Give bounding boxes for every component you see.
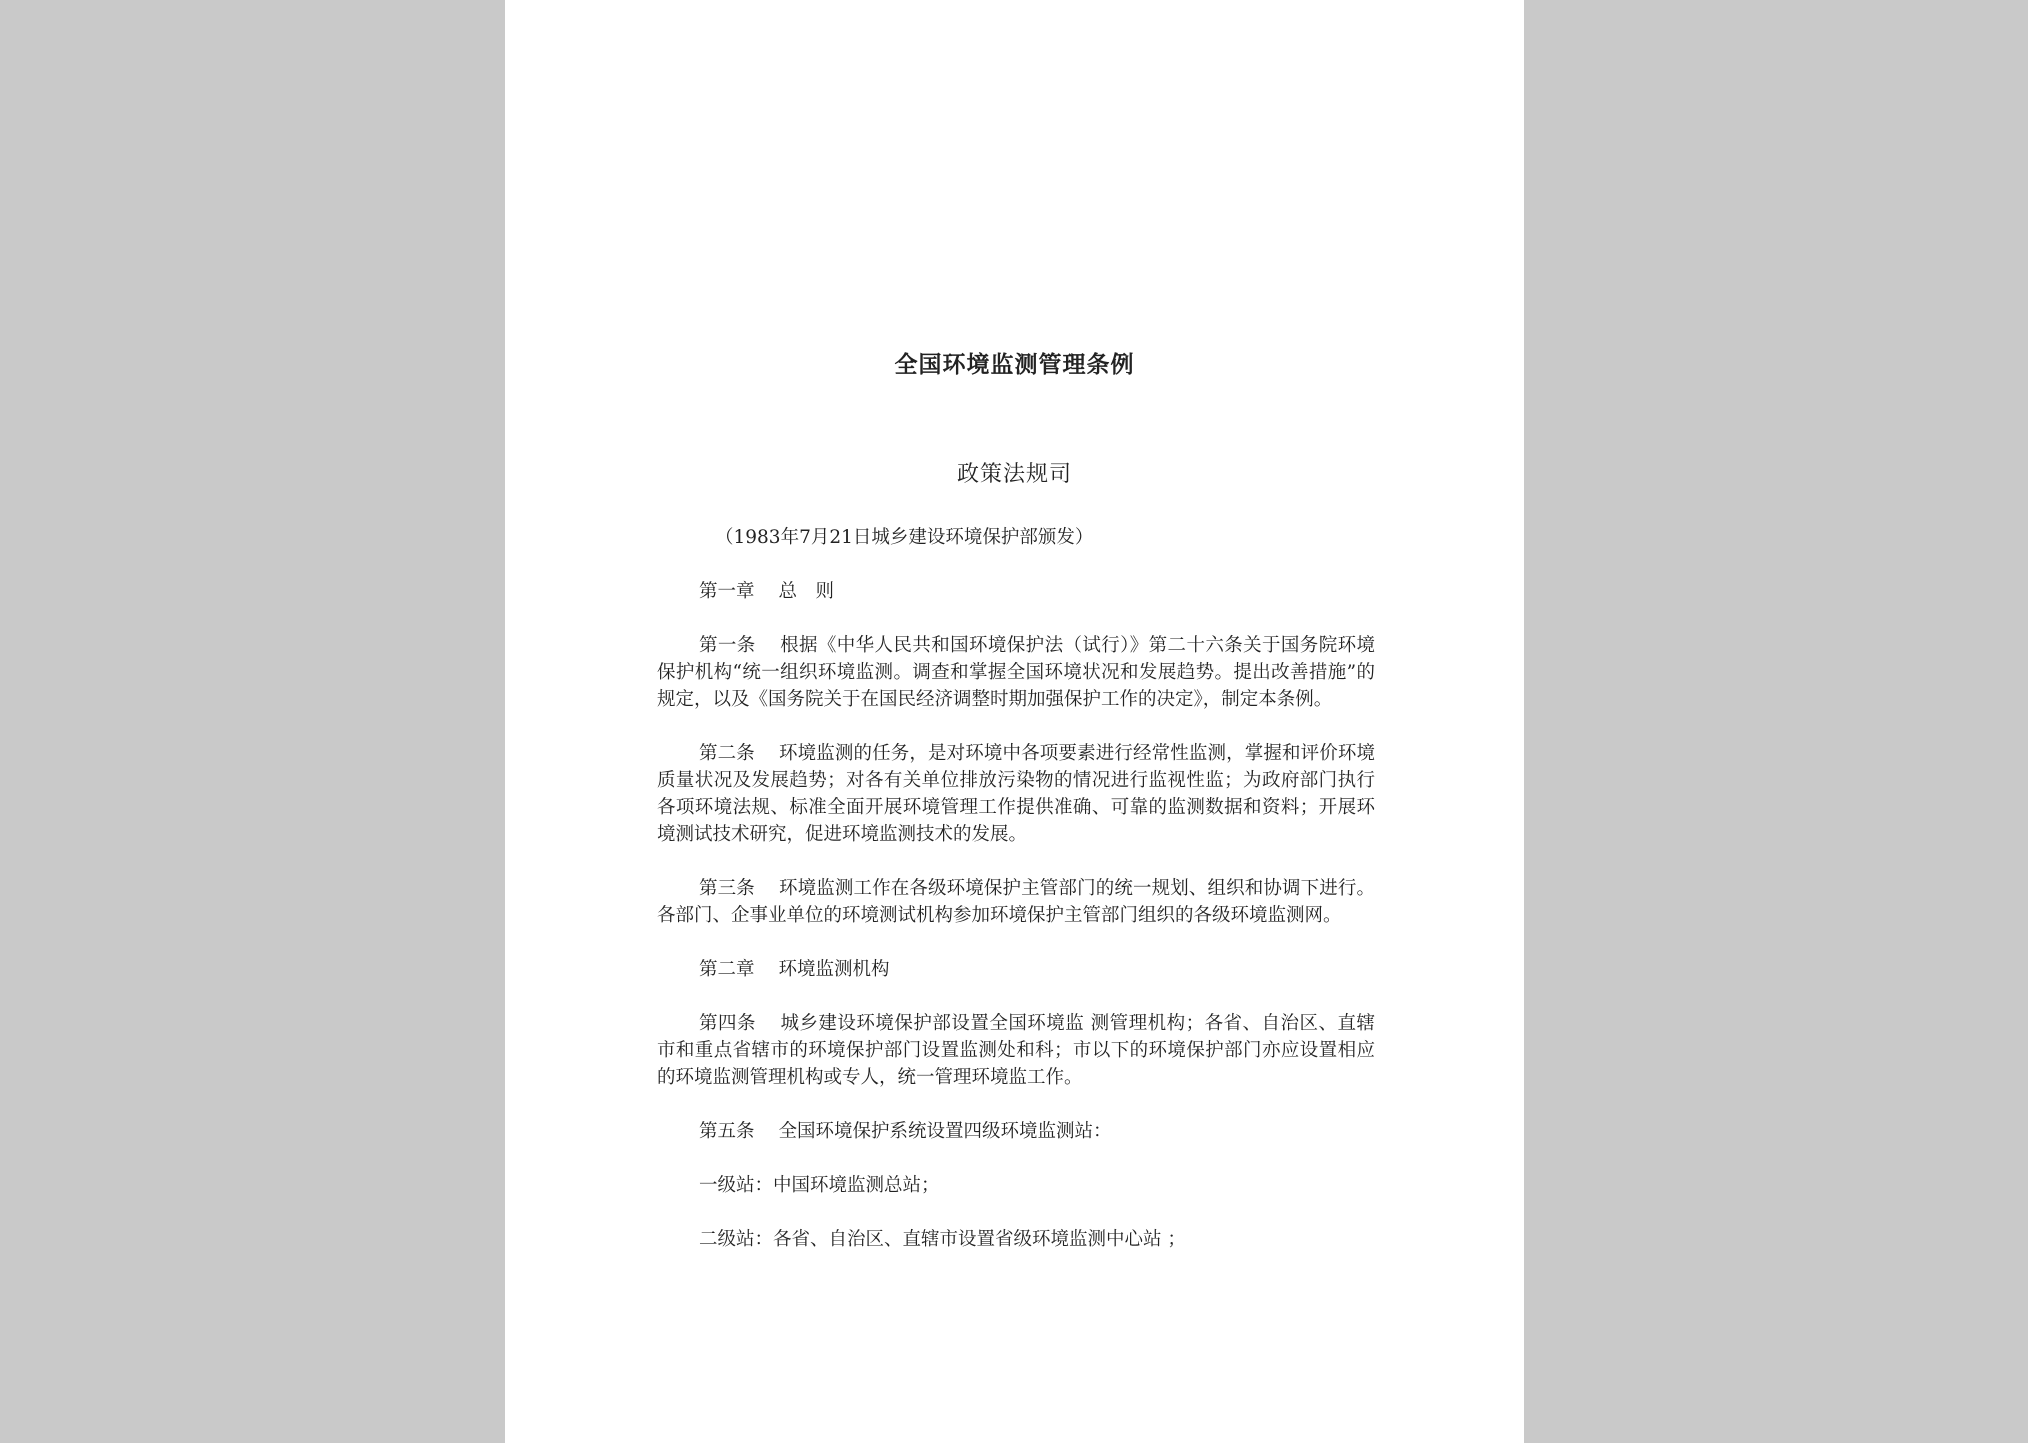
article-paragraph — [657, 875, 1375, 929]
document-body — [657, 524, 1375, 1280]
station-level-text: 各省、自治区、直辖市设置省级环境监测中心站 ； — [773, 1229, 1186, 1250]
station-level-item — [657, 1172, 1375, 1199]
chapter-number: 第一章 — [699, 581, 755, 602]
article-paragraph — [657, 740, 1375, 848]
article-text: 环境监测的任务，是对环境中各项要素进行经常性监测，掌握和评价环境质量状况及发展趋势；对各有关单位排放污染物的情况进行监视性监；为政府部门执行各项环境法规、标准全面开展环境管理工作提供准确、可靠的监测数据和资料；开展环境测试技术研究，促进环境监测技术的发展。 — [657, 743, 1375, 845]
chapter-heading — [657, 956, 1375, 983]
chapter-heading — [657, 578, 1375, 605]
article-number: 第四条 — [699, 1013, 756, 1034]
station-level-text: 中国环境监测总站； — [773, 1175, 940, 1196]
chapter-name: 总 则 — [778, 581, 835, 602]
station-level-label: 一级站： — [699, 1175, 774, 1196]
article-number: 第二条 — [699, 743, 755, 764]
article-text: 根据《中华人民共和国环境保护法（试行）》第二十六条关于国务院环境保护机构“统一组织环境监测。调查和掌握全国环境状况和发展趋势。提出改善措施”的规定，以及《国务院关于在国民经济调整时期加强保护工作的决定》，制定本条例。 — [657, 635, 1375, 710]
article-text: 全国环境保护系统设置四级环境监测站： — [778, 1121, 1112, 1142]
article-paragraph — [657, 1010, 1375, 1091]
document-title: 全国环境监测管理条例 — [894, 352, 1135, 378]
article-paragraph — [657, 1118, 1375, 1145]
station-level-label: 二级站： — [699, 1229, 774, 1250]
issue-note-text: （1983年7月21日城乡建设环境保护部颁发） — [715, 527, 1094, 548]
article-number: 第一条 — [699, 635, 756, 656]
chapter-number: 第二章 — [699, 959, 755, 980]
article-text: 环境监测工作在各级环境保护主管部门的统一规划、组织和协调下进行。各部门、企事业单位的环境测试机构参加环境保护主管部门组织的各级环境监测网。 — [657, 878, 1375, 926]
article-number: 第五条 — [699, 1121, 755, 1142]
station-level-item — [657, 1226, 1375, 1253]
article-number: 第三条 — [699, 878, 755, 899]
chapter-name: 环境监测机构 — [778, 959, 890, 980]
issue-note — [657, 524, 1375, 551]
article-paragraph — [657, 632, 1375, 713]
article-text: 城乡建设环境保护部设置全国环境监 测管理机构；各省、自治区、直辖市和重点省辖市的环境保护部门设置监测处和科；市以下的环境保护部门亦应设置相应的环境监测管理机构或专人，统一管理环境监工作。 — [657, 1013, 1375, 1088]
issuing-department: 政策法规司 — [956, 462, 1072, 487]
document-page — [505, 0, 1524, 1443]
